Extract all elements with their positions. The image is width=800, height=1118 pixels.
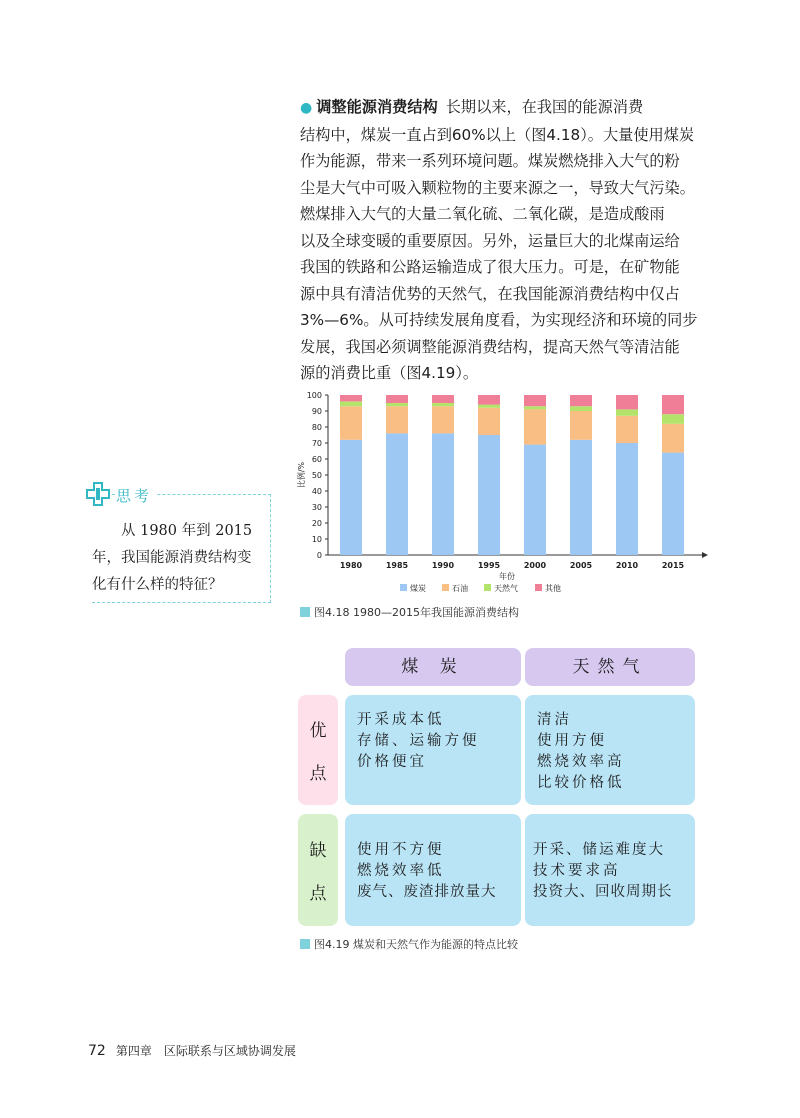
think-cross-icon — [86, 482, 110, 506]
y-tick-label: 90 — [311, 407, 322, 416]
column-header-coal: 煤 炭 — [345, 648, 521, 686]
bar-segment — [432, 395, 454, 403]
y-tick-label: 20 — [311, 519, 322, 528]
bar-segment — [570, 406, 592, 411]
think-question: 从 1980 年到 2015 年，我国能源消费结构变化有什么样的特征？ — [92, 523, 253, 593]
bar-segment — [662, 414, 684, 424]
caption-text: 图4.19 煤炭和天然气作为能源的特点比较 — [314, 938, 518, 951]
bar-segment — [340, 401, 362, 406]
x-tick-label: 2015 — [661, 561, 685, 570]
bar-segment — [524, 445, 546, 555]
paragraph-line: 长期以来，在我国的能源消费 — [445, 98, 644, 116]
section-heading: 调整能源消费结构 — [316, 98, 438, 116]
caption-marker-icon — [300, 607, 310, 617]
row-header-char: 点 — [309, 884, 327, 904]
bar-segment — [478, 408, 500, 435]
bar-segment — [616, 409, 638, 415]
page-footer — [88, 1042, 296, 1059]
list-item: 价格便宜 — [357, 754, 427, 770]
gas-advantages — [525, 695, 695, 805]
paragraph-line: 以及全球变暖的重要原因。另外，运量巨大的北煤南运给 — [300, 231, 680, 250]
list-item: 使用方便 — [537, 733, 607, 749]
list-item: 投资大、回收周期长 — [533, 884, 673, 900]
x-axis — [328, 552, 708, 581]
bar-segment — [478, 435, 500, 555]
x-tick-label: 2005 — [569, 561, 593, 570]
x-tick-label: 1995 — [477, 561, 501, 570]
energy-consumption-chart — [290, 385, 710, 605]
bar-segment — [524, 395, 546, 406]
list-item: 比较价格低 — [537, 775, 625, 791]
legend-swatch — [484, 584, 491, 591]
y-axis-label: 比例/% — [297, 461, 306, 489]
bar-segment — [386, 433, 408, 555]
bar-segment — [662, 424, 684, 453]
y-tick-label: 40 — [311, 487, 322, 496]
bullet-icon: ● — [300, 100, 313, 116]
bar-segment — [662, 453, 684, 555]
y-tick-label: 30 — [311, 503, 322, 512]
row-header-char: 缺 — [309, 841, 327, 861]
list-item: 废气、废渣排放量大 — [357, 884, 497, 900]
paragraph-line: 尘是大气中可吸入颗粒物的主要来源之一，导致大气污染。 — [300, 178, 695, 197]
list-item: 技术要求高 — [533, 863, 621, 879]
paragraph-line: 结构中，煤炭一直占到60%以上（图4.18）。大量使用煤炭 — [300, 125, 695, 144]
paragraph-line: 源的消费比重（图4.19）。 — [300, 364, 479, 382]
bar-segment — [340, 395, 362, 401]
legend-swatch — [535, 584, 542, 591]
list-item: 存储、运输方便 — [357, 733, 480, 749]
list-item: 开采、储运难度大 — [533, 842, 665, 858]
y-tick-label: 10 — [311, 535, 322, 544]
paragraph-line: 燃煤排入大气的大量二氧化硫、二氧化碳，是造成酸雨 — [300, 205, 665, 223]
figure-caption-418 — [300, 604, 519, 620]
bar-segment — [386, 395, 408, 403]
bar-segment — [432, 433, 454, 555]
bar-segment — [340, 440, 362, 555]
legend — [400, 583, 561, 593]
bar-segment — [432, 406, 454, 433]
list-item: 使用不方便 — [357, 842, 445, 858]
x-tick-label: 2010 — [615, 561, 639, 570]
main-paragraph — [300, 94, 700, 387]
y-tick-label: 100 — [306, 391, 322, 400]
y-tick-label: 50 — [311, 471, 322, 480]
row-header-disadvantages — [298, 814, 338, 926]
bar-segment — [478, 395, 500, 405]
caption-text: 图4.18 1980—2015年我国能源消费结构 — [314, 606, 519, 619]
bar-segment — [570, 440, 592, 555]
paragraph-line: 发展，我国必须调整能源消费结构，提高天然气等清洁能 — [300, 337, 680, 356]
legend-label: 石油 — [452, 584, 468, 593]
page-number: 72 — [88, 1043, 106, 1059]
bar-segment — [524, 406, 546, 409]
gas-disadvantages — [525, 814, 695, 926]
legend-label: 天然气 — [494, 584, 518, 593]
paragraph-line: 3%—6%。从可持续发展角度看，为实现经济和环境的同步 — [300, 311, 698, 329]
legend-label: 煤炭 — [410, 584, 426, 593]
list-item: 燃烧效率高 — [537, 754, 625, 770]
caption-marker-icon — [300, 939, 310, 949]
y-tick-label: 80 — [311, 423, 322, 432]
bar-segment — [432, 403, 454, 406]
x-tick-label: 1985 — [385, 561, 409, 570]
bar-segment — [386, 403, 408, 406]
bar-segment — [570, 395, 592, 406]
legend-swatch — [442, 584, 449, 591]
figure-caption-419 — [300, 936, 518, 952]
x-axis-arrow-icon — [702, 552, 708, 558]
bar-segment — [662, 395, 684, 414]
list-item: 燃烧效率低 — [357, 863, 445, 879]
y-tick-label: 70 — [311, 439, 322, 448]
x-tick-label: 2000 — [523, 561, 547, 570]
row-header-char: 点 — [309, 764, 327, 784]
list-item: 清洁 — [537, 712, 572, 728]
legend-swatch — [400, 584, 407, 591]
x-tick-label: 1980 — [339, 561, 363, 570]
paragraph-line: 作为能源，带来一系列环境问题。煤炭燃烧排入大气的粉 — [300, 152, 680, 170]
list-item: 开采成本低 — [357, 712, 445, 728]
bar-segment — [524, 409, 546, 444]
bar-segment — [570, 411, 592, 440]
think-box — [86, 482, 272, 602]
paragraph-line: 我国的铁路和公路运输造成了很大压力。可是，在矿物能 — [300, 258, 680, 276]
bars — [340, 395, 684, 555]
x-tick-label: 1990 — [431, 561, 455, 570]
row-header-advantages — [298, 695, 338, 805]
x-axis-label: 年份 — [499, 572, 515, 581]
y-tick-label: 0 — [316, 551, 322, 560]
column-header-gas: 天然气 — [525, 648, 695, 686]
bar-segment — [616, 443, 638, 555]
chapter-title: 第四章 区际联系与区域协调发展 — [115, 1044, 296, 1058]
bar-segment — [386, 406, 408, 433]
bar-segment — [478, 405, 500, 408]
bar-segment — [616, 395, 638, 409]
think-label: 思考 — [116, 485, 156, 506]
paragraph-line: 源中具有清洁优势的天然气，在我国能源消费结构中仅占 — [300, 284, 680, 303]
coal-advantages — [345, 695, 521, 805]
row-header-char: 优 — [309, 721, 327, 741]
coal-disadvantages — [345, 814, 521, 926]
bar-segment — [340, 406, 362, 440]
y-tick-label: 60 — [311, 455, 322, 464]
bar-segment — [616, 416, 638, 443]
legend-label: 其他 — [545, 584, 561, 593]
y-axis — [296, 391, 328, 560]
